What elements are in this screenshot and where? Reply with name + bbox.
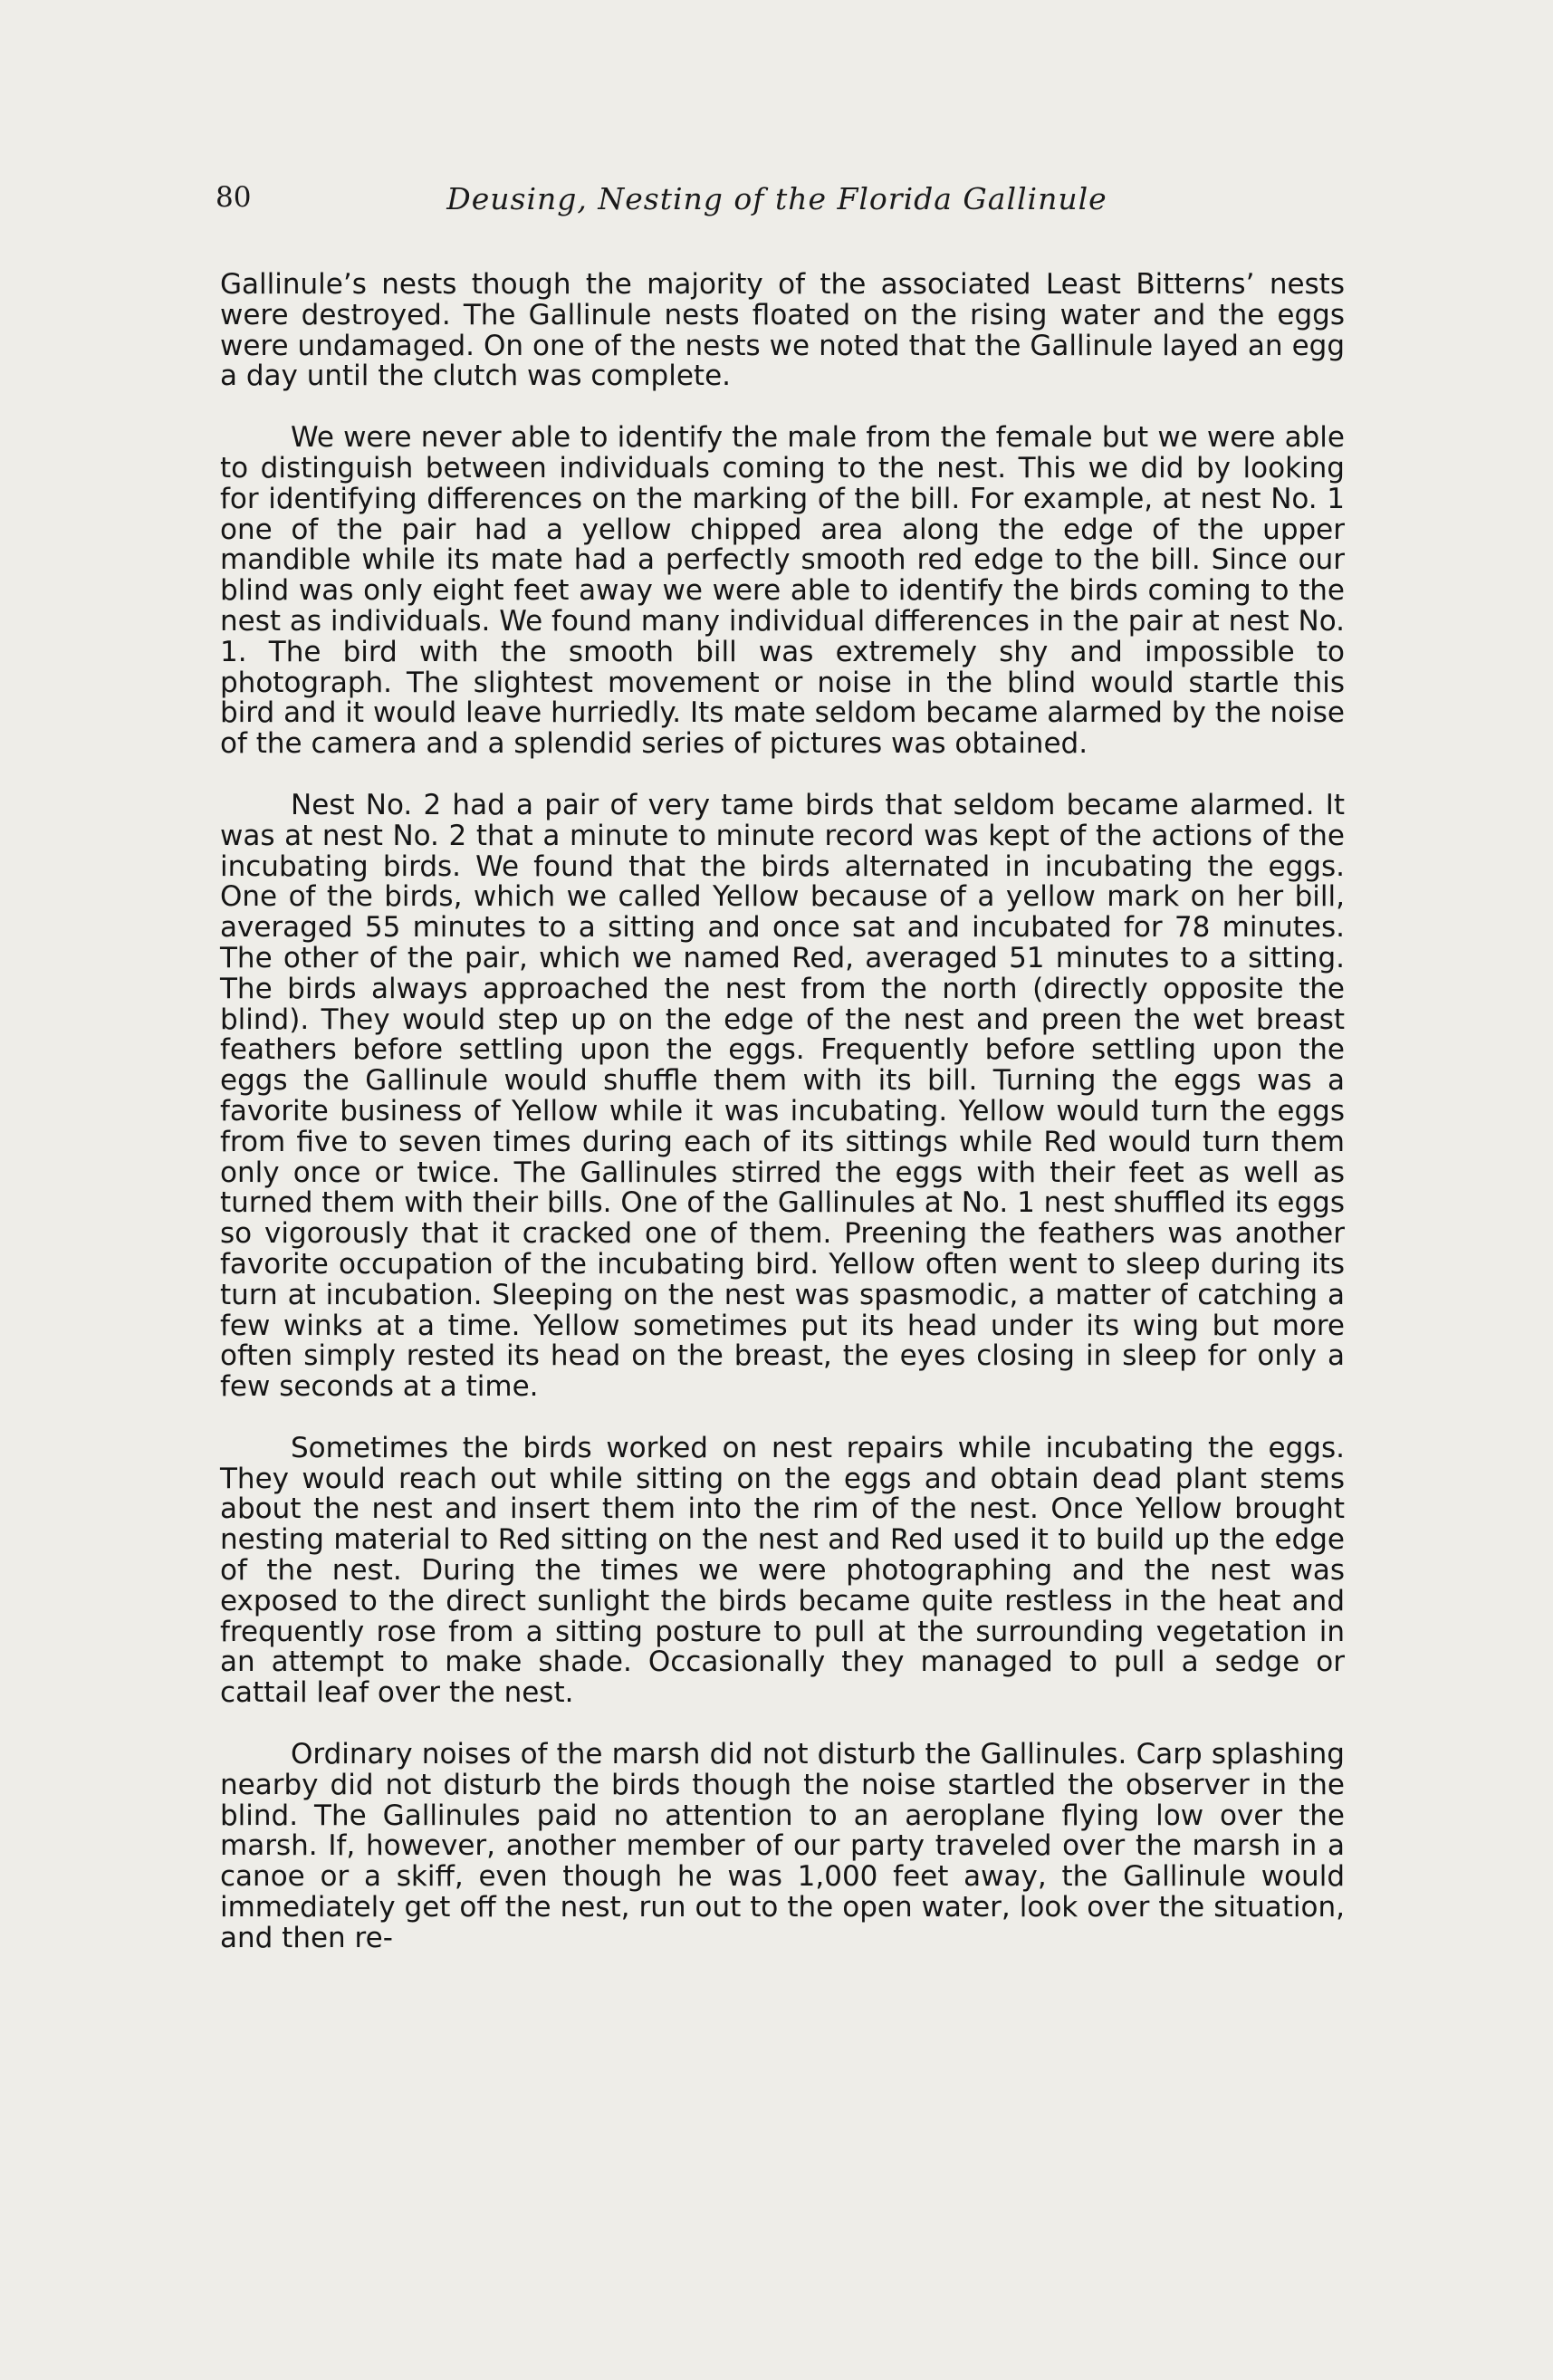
paragraph: Gallinule’s nests though the majority of the associated Least Bitterns’ nests were destroyed. The Gallinule nests floated on the rising water and the eggs were undamaged. On one of the nests we noted that the Gallinule layed an egg a day until the clutch was complete.: [220, 268, 1345, 393]
page-number: 80: [216, 181, 252, 214]
paragraph: Ordinary noises of the marsh did not disturb the Gallinules. Carp splashing nearby did not disturb the birds though the noise startled the observer in the blind. The Gallinules paid no attention to an aeroplane flying low over the marsh. If, however, another member of our party traveled over the marsh in a canoe or a skiff, even though he was 1,000 feet away, the Gallinule would immediately get off the nest, run out to the open water, look over the situation, and then re-: [220, 1738, 1345, 1954]
paragraph: Sometimes the birds worked on nest repairs while incubating the eggs. They would reach out while sitting on the eggs and obtain dead plant stems about the nest and insert them into the rim of the nest. Once Yellow brought nesting material to Red sitting on the nest and Red used it to build up the edge of the nest. During the times we were photographing and the nest was exposed to the direct sunlight the birds became quite restless in the heat and frequently rose from a sitting posture to pull at the surrounding vegetation in an attempt to make shade. Occasionally they managed to pull a sedge or cattail leaf over the nest.: [220, 1431, 1345, 1710]
running-head: Deusing, Nesting of the Florida Gallinule: [446, 181, 1107, 216]
page-header: [216, 181, 1338, 226]
paragraph: We were never able to identify the male from the female but we were able to distinguish between individuals coming to the nest. This we did by looking for identifying differences on the marking of the bill. For example, at nest No. 1 one of the pair had a yellow chipped area along the edge of the upper mandible while its mate had a perfectly smooth red edge to the bill. Since our blind was only eight feet away we were able to identify the birds coming to the nest as individuals. We found many individual differences in the pair at nest No. 1. The bird with the smooth bill was extremely shy and impossible to photograph. The slightest movement or noise in the blind would startle this bird and it would leave hurriedly. Its mate seldom became alarmed by the noise of the camera and a splendid series of pictures was obtained.: [220, 421, 1345, 761]
paragraph: Nest No. 2 had a pair of very tame birds that seldom became alarmed. It was at nest No. 2 that a minute to minute record was kept of the actions of the incubating birds. We found that the birds alternated in incubating the eggs. One of the birds, which we called Yellow because of a yellow mark on her bill, averaged 55 minutes to a sitting and once sat and incubated for 78 minutes. The other of the pair, which we named Red, averaged 51 minutes to a sitting. The birds always approached the nest from the north (directly opposite the blind). They would step up on the edge of the nest and preen the wet breast feathers before settling upon the eggs. Frequently before settling upon the eggs the Gallinule would shuffle them with its bill. Turning the eggs was a favorite business of Yellow while it was incubating. Yellow would turn the eggs from five to seven times during each of its sittings while Red would turn them only once or twice. The Gallinules stirred the eggs with their feet as well as turned them with their bills. One of the Gallinules at No. 1 nest shuffled its eggs so vigorously that it cracked one of them. Preening the feathers was another favorite occupation of the incubating bird. Yellow often went to sleep during its turn at incubation. Sleeping on the nest was spasmodic, a matter of catching a few winks at a time. Yellow sometimes put its head under its wing but more often simply rested its head on the breast, the eyes closing in sleep for only a few seconds at a time.: [220, 788, 1345, 1404]
body-text: [220, 270, 1345, 1954]
